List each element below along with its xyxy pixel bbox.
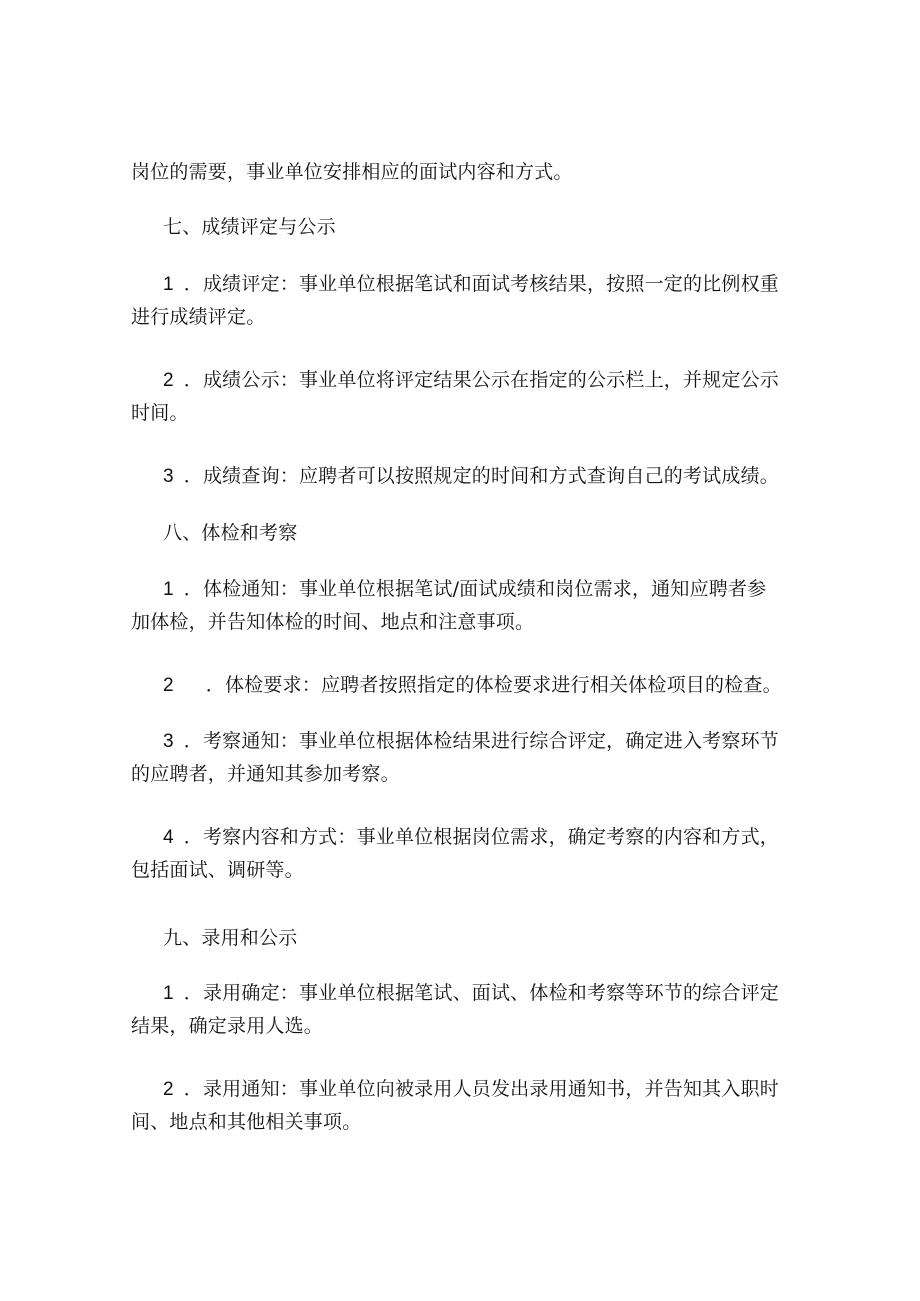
list-item-8-3 <box>131 725 791 791</box>
list-item-8-1 <box>131 573 791 639</box>
list-item-7-1 <box>131 268 791 334</box>
section-heading-8: 八、体检和考察 <box>163 522 298 544</box>
list-item-9-2 <box>131 1073 791 1139</box>
text-line: 岗位的需要，事业单位安排相应的面试内容和方式。 <box>131 161 573 183</box>
text-line: 结果，确定录用人选。 <box>131 1015 324 1037</box>
list-item-7-2 <box>131 364 791 430</box>
text-line: 间、地点和其他相关事项。 <box>131 1111 362 1133</box>
item-number: 1 <box>163 983 174 1004</box>
text-line: ．成绩评定：事业单位根据笔试和面试考核结果，按照一定的比例权重 <box>183 273 779 295</box>
text-line: ．体检要求：应聘者按照指定的体检要求进行相关体检项目的检查。 <box>205 674 782 696</box>
text-line: 加体检，并告知体检的时间、地点和注意事项。 <box>131 611 535 633</box>
item-number: 3 <box>163 466 174 487</box>
list-item-8-2 <box>131 669 791 702</box>
item-number: 4 <box>163 827 174 848</box>
list-item-8-4 <box>131 821 791 887</box>
text-line: 时间。 <box>131 402 189 424</box>
item-number: 2 <box>163 370 174 391</box>
item-number: 3 <box>163 731 174 752</box>
list-item-7-3 <box>131 460 791 493</box>
text-line: ．成绩公示：事业单位将评定结果公示在指定的公示栏上，并规定公示 <box>183 369 779 391</box>
item-number: 1 <box>163 274 174 295</box>
text-line: ．录用通知：事业单位向被录用人员发出录用通知书，并告知其入职时 <box>183 1078 779 1100</box>
text-line: 包括面试、调研等。 <box>131 859 304 881</box>
text-line: ．录用确定：事业单位根据笔试、面试、体检和考察等环节的综合评定 <box>183 982 779 1004</box>
item-number: 2 <box>163 1079 174 1100</box>
item-number: 1 <box>163 579 174 600</box>
item-number: 2 <box>163 675 174 696</box>
intro-tail-paragraph <box>131 156 791 189</box>
text-line: ．成绩查询：应聘者可以按照规定的时间和方式查询自己的考试成绩。 <box>183 465 779 487</box>
section-heading-7: 七、成绩评定与公示 <box>163 216 336 238</box>
text-line: 进行成绩评定。 <box>131 306 266 328</box>
text-line: ．体检通知：事业单位根据笔试/面试成绩和岗位需求，通知应聘者参 <box>183 578 767 600</box>
section-heading-9: 九、录用和公示 <box>163 927 298 949</box>
text-line: ．考察内容和方式：事业单位根据岗位需求，确定考察的内容和方式， <box>183 826 779 848</box>
list-item-9-1 <box>131 977 791 1043</box>
text-line: ．考察通知：事业单位根据体检结果进行综合评定，确定进入考察环节 <box>183 730 779 752</box>
text-line: 的应聘者，并通知其参加考察。 <box>131 763 400 785</box>
